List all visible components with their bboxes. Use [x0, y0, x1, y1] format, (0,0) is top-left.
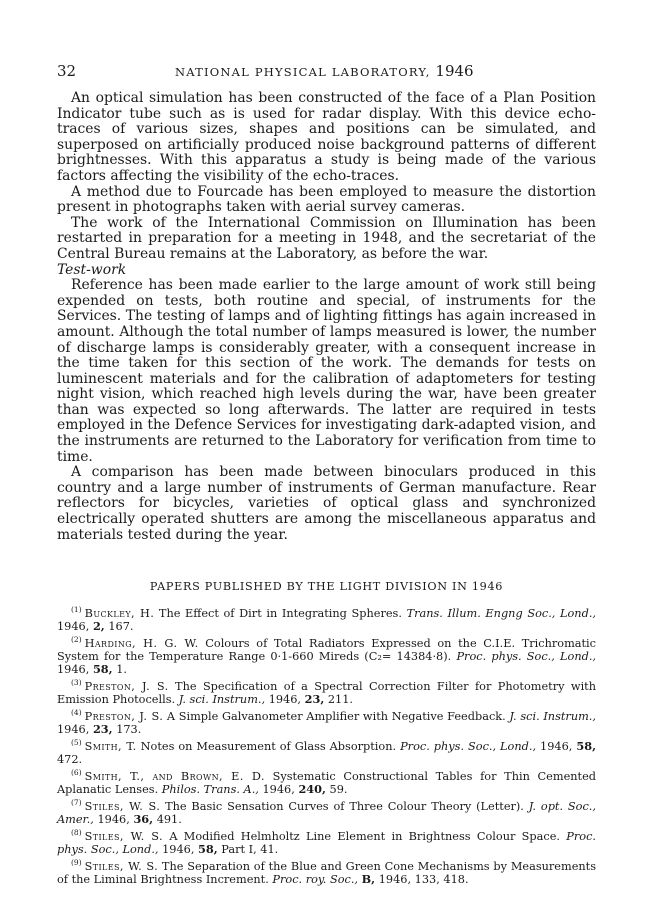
reference-author: Stiles, W. S.: [84, 859, 159, 873]
page-header: [57, 62, 596, 84]
reference-item: [57, 826, 596, 856]
reference-journal: Trans. Illum. Engng Soc., Lond.,: [406, 606, 596, 620]
reference-author: Harding, H. G. W.: [84, 636, 199, 650]
reference-pages: 167.: [108, 620, 134, 634]
reference-list: [57, 603, 596, 886]
reference-author: Preston, J. S.: [84, 679, 169, 693]
reference-journal: J. sci. Instrum.,: [509, 709, 596, 723]
reference-journal: J. sci. Instrum.,: [178, 693, 266, 707]
reference-author: Smith, T.: [84, 739, 137, 753]
paragraph: A method due to Fourcade has been employed to measure the distortion present in photographs taken with aerial survey cameras.: [57, 183, 596, 216]
reference-number: (1): [71, 605, 82, 615]
reference-journal: J. opt. Soc., Amer.,: [57, 799, 596, 826]
reference-volume: 36,: [133, 811, 154, 826]
reference-title: A Simple Galvanometer Amplifier with Negative Feedback.: [166, 709, 506, 723]
reference-number: (7): [71, 798, 82, 808]
reference-title: Colours of Total Radiators Expressed on the C.I.E. Trichromatic System for the Temperature Range 0·1-660 Mireds (C₂= 14384·8).: [57, 636, 596, 664]
paragraph: An optical simulation has been constructed of the face of a Plan Position Indicator tube such as is used for radar display. With this device echo-traces of various sizes, shapes and positions can be simulated, and superposed on artificially produced noise background patterns of different brightnesses. With this apparatus a study is being made of the various factors affecting the visibility of the echo-traces.: [57, 90, 596, 184]
reference-author: Stiles, W. S.: [84, 829, 164, 843]
reference-journal: Proc. phys. Soc., Lond.,: [57, 829, 596, 856]
reference-item: [57, 856, 596, 886]
reference-author: Preston, J. S.: [84, 709, 164, 723]
reference-volume: 58,: [198, 841, 218, 856]
reference-journal: Proc. roy. Soc.,: [272, 872, 359, 886]
reference-year: 1946,: [57, 620, 90, 634]
reference-year: 1946,: [540, 739, 573, 753]
reference-volume: 58,: [576, 738, 597, 753]
reference-journal: Proc. phys. Soc., Lond.,: [456, 650, 597, 664]
reference-title: A Modified Helmholtz Line Element in Brightness Colour Space.: [169, 829, 560, 843]
reference-pages: 1946, 133, 418.: [378, 872, 469, 886]
reference-volume: 23,: [304, 692, 325, 707]
reference-number: (5): [71, 738, 82, 748]
running-title-text: NATIONAL PHYSICAL LABORATORY,: [175, 65, 431, 79]
reference-year: 1946,: [57, 723, 90, 737]
reference-item: [57, 633, 596, 676]
reference-number: (9): [71, 857, 82, 867]
reference-year: 1946,: [262, 782, 295, 796]
reference-year: 1946,: [57, 663, 90, 677]
reference-number: (8): [71, 827, 82, 837]
reference-journal: Philos. Trans. A.,: [161, 782, 259, 796]
reference-title: The Specification of a Spectral Correction Filter for Photometry with Emission Photocells.: [57, 679, 596, 707]
reference-pages: 472.: [57, 752, 83, 766]
reference-journal: Proc. phys. Soc., Lond.,: [400, 739, 537, 753]
running-title: [175, 62, 474, 80]
reference-volume: B,: [361, 871, 376, 886]
reference-pages: 1.: [116, 663, 127, 677]
reference-title: The Effect of Dirt in Integrating Spheres.: [158, 606, 402, 620]
reference-title: Notes on Measurement of Glass Absorption.: [140, 739, 397, 753]
reference-volume: 2,: [92, 619, 105, 634]
reference-year: 1946,: [97, 812, 130, 826]
page-number: 32: [57, 62, 77, 80]
reference-title: The Basic Sensation Curves of Three Colour Theory (Letter).: [165, 799, 524, 813]
reference-item: [57, 706, 596, 736]
reference-number: (6): [71, 768, 82, 778]
reference-year: 1946,: [268, 693, 302, 707]
reference-pages: 173.: [116, 723, 142, 737]
reference-year: 1946,: [162, 842, 195, 856]
reference-author: Buckley, H.: [84, 606, 155, 620]
reference-pages: Part I, 41.: [221, 842, 279, 856]
reference-title: The Separation of the Blue and Green Cone Mechanisms by Measurements of the Liminal Brightness Increment.: [57, 859, 596, 886]
reference-author: Smith, T., and Brown, E. D.: [84, 769, 265, 783]
paragraph: Reference has been made earlier to the large amount of work still being expended on tests, both routine and special, of instruments for the Services. The testing of lamps and of lighting fittings has again increased in amount. Although the total number of lamps measured is lower, the number of discharge lamps is considerably greater, with a consequent increase in the time taken for this section of the work. The demands for tests on luminescent materials and for the calibration of adaptometers for testing night vision, which reached high levels during the war, have been greater than was expected so long afterwards. The latter are required in tests employed in the Defence Services for investigating dark-adapted vision, and the instruments are returned to the Laboratory for verification from time to time.: [57, 277, 596, 465]
reference-title: Systematic Constructional Tables for Thin Cemented Aplanatic Lenses.: [57, 769, 597, 796]
reference-volume: 58,: [92, 662, 113, 677]
reference-item: [57, 736, 596, 766]
papers-title: PAPERS PUBLISHED BY THE LIGHT DIVISION IN 1946: [149, 580, 504, 594]
reference-author: Stiles, W. S.: [84, 799, 161, 813]
section-heading: Test-work: [57, 261, 127, 278]
reference-item: [57, 796, 596, 826]
reference-number: (2): [71, 635, 82, 645]
body-text: [57, 91, 596, 543]
reference-volume: 240,: [298, 781, 326, 796]
reference-volume: 23,: [92, 722, 113, 737]
reference-pages: 59.: [329, 782, 348, 796]
reference-item: [57, 603, 596, 633]
reference-pages: 211.: [327, 693, 354, 707]
reference-item: [57, 676, 596, 706]
reference-number: (4): [71, 708, 82, 718]
reference-pages: 491.: [156, 812, 182, 826]
paragraph: A comparison has been made between binoculars produced in this country and a large number of instruments of German manufacture. Rear reflectors for bicycles, varieties of optical glass and synchronized electrically operated shutters are among the miscellaneous apparatus and materials tested during the year.: [57, 464, 596, 543]
reference-item: [57, 766, 596, 796]
running-title-year: 1946: [435, 62, 474, 80]
reference-number: (3): [71, 678, 82, 688]
paragraph: The work of the International Commission on Illumination has been restarted in preparation for a meeting in 1948, and the secretariat of the Central Bureau remains at the Laboratory, as before the war.: [57, 214, 596, 262]
